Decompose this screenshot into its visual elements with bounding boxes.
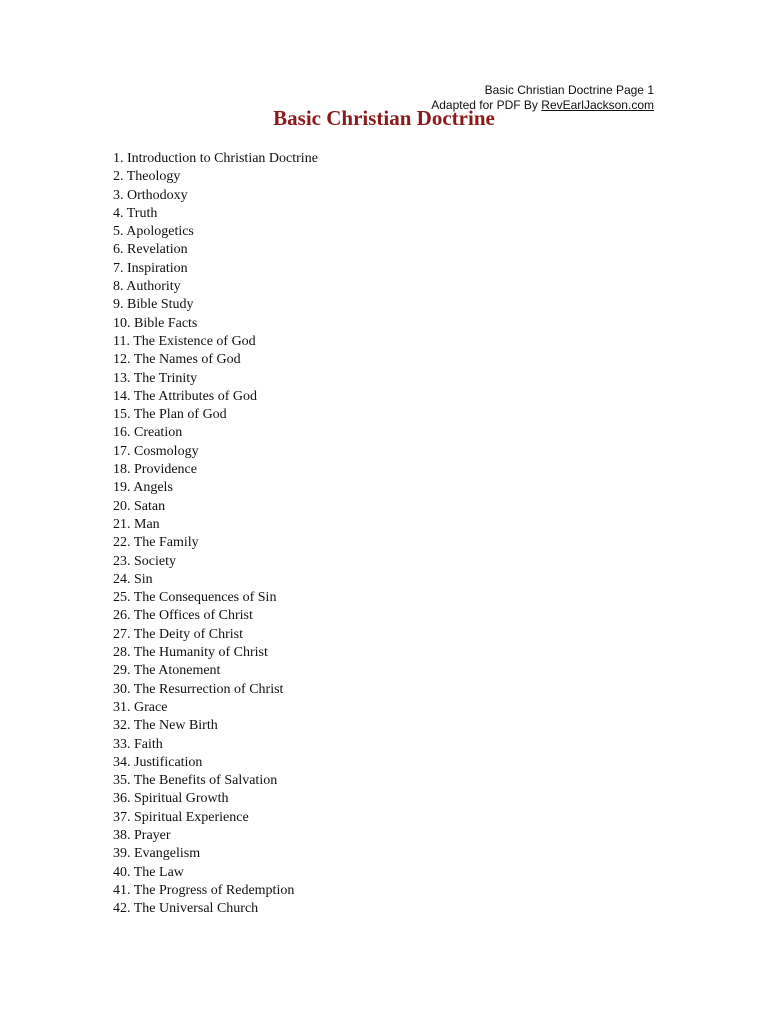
toc-item: 41. The Progress of Redemption — [113, 882, 295, 898]
toc-item: 22. The Family — [113, 535, 199, 551]
toc-item: 6. Revelation — [113, 242, 188, 258]
toc-item: 7. Inspiration — [113, 260, 188, 276]
toc-item: 32. The New Birth — [113, 718, 218, 734]
toc-item: 34. Justification — [113, 754, 203, 770]
toc-item: 19. Angels — [113, 480, 173, 496]
toc-item: 24. Sin — [113, 571, 153, 587]
toc-item: 8. Authority — [113, 279, 181, 295]
table-of-contents — [113, 150, 318, 918]
website-link[interactable]: RevEarlJackson.com — [541, 98, 654, 112]
header-title-line: Basic Christian Doctrine Page 1 — [484, 83, 654, 97]
toc-item: 4. Truth — [113, 205, 158, 221]
document-title: Basic Christian Doctrine — [273, 106, 495, 130]
toc-item: 33. Faith — [113, 736, 163, 752]
toc-item: 17. Cosmology — [113, 443, 199, 459]
toc-item: 2. Theology — [113, 169, 181, 185]
toc-item: 23. Society — [113, 553, 176, 569]
toc-item: 42. The Universal Church — [113, 901, 259, 917]
toc-item: 15. The Plan of God — [113, 407, 227, 423]
toc-item: 26. The Offices of Christ — [113, 608, 253, 624]
toc-item: 3. Orthodoxy — [113, 187, 188, 203]
toc-item: 16. Creation — [113, 425, 183, 441]
toc-item: 11. The Existence of God — [113, 333, 256, 349]
toc-item: 37. Spiritual Experience — [113, 809, 249, 825]
toc-item: 39. Evangelism — [113, 846, 201, 862]
toc-item: 30. The Resurrection of Christ — [113, 681, 284, 697]
toc-item: 20. Satan — [113, 498, 166, 514]
toc-item: 18. Providence — [113, 462, 197, 478]
toc-item: 31. Grace — [113, 699, 168, 715]
toc-item: 10. Bible Facts — [113, 315, 198, 331]
toc-item: 36. Spiritual Growth — [113, 791, 229, 807]
toc-item: 38. Prayer — [113, 827, 171, 843]
toc-item: 40. The Law — [113, 864, 184, 880]
toc-item: 21. Man — [113, 516, 160, 532]
toc-item: 13. The Trinity — [113, 370, 198, 386]
toc-item: 12. The Names of God — [113, 352, 241, 368]
toc-item: 29. The Atonement — [113, 663, 221, 679]
toc-item: 9. Bible Study — [113, 297, 194, 313]
header-credit-prefix: Adapted for PDF By — [431, 98, 542, 112]
toc-item: 35. The Benefits of Salvation — [113, 773, 278, 789]
toc-item: 25. The Consequences of Sin — [113, 590, 277, 606]
toc-item: 28. The Humanity of Christ — [113, 645, 268, 661]
toc-item: 1. Introduction to Christian Doctrine — [113, 151, 318, 166]
toc-item: 14. The Attributes of God — [113, 388, 258, 404]
toc-item: 27. The Deity of Christ — [113, 626, 244, 642]
toc-item: 5. Apologetics — [113, 224, 194, 240]
